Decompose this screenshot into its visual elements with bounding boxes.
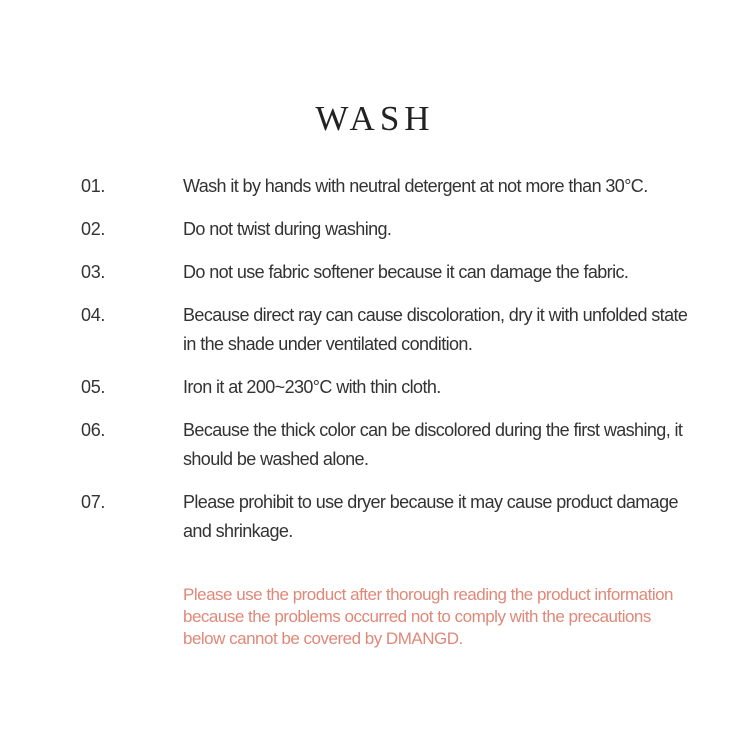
list-item: [0, 215, 750, 244]
list-item: [0, 488, 750, 546]
item-text: Do not twist during washing.: [183, 219, 392, 239]
list-item: [0, 172, 750, 201]
item-text: Because the thick color can be discolored during the first washing, it should be washed alone.: [183, 420, 683, 469]
item-number: 04.: [81, 305, 106, 325]
item-number: 02.: [81, 219, 106, 239]
instruction-list: [0, 172, 750, 560]
item-text: Because direct ray can cause discoloration, dry it with unfolded state in the shade under ventilated condition.: [183, 305, 688, 354]
item-number: 05.: [81, 377, 106, 397]
item-text: Wash it by hands with neutral detergent at not more than 30°C.: [183, 176, 648, 196]
page-title: WASH: [315, 99, 435, 138]
list-item: [0, 301, 750, 359]
item-number: 06.: [81, 420, 106, 440]
item-number: 03.: [81, 262, 106, 282]
item-number: 01.: [81, 176, 106, 196]
item-text: Do not use fabric softener because it can damage the fabric.: [183, 262, 629, 282]
list-item: [0, 416, 750, 474]
item-text: Iron it at 200~230°C with thin cloth.: [183, 377, 441, 397]
list-item: [0, 373, 750, 402]
precaution-notice: Please use the product after thorough reading the product information because the problems occurred not to comply with the precautions below cannot be covered by DMANGD.: [183, 585, 674, 648]
item-number: 07.: [81, 492, 106, 512]
list-item: [0, 258, 750, 287]
item-text: Please prohibit to use dryer because it may cause product damage and shrinkage.: [183, 492, 678, 541]
